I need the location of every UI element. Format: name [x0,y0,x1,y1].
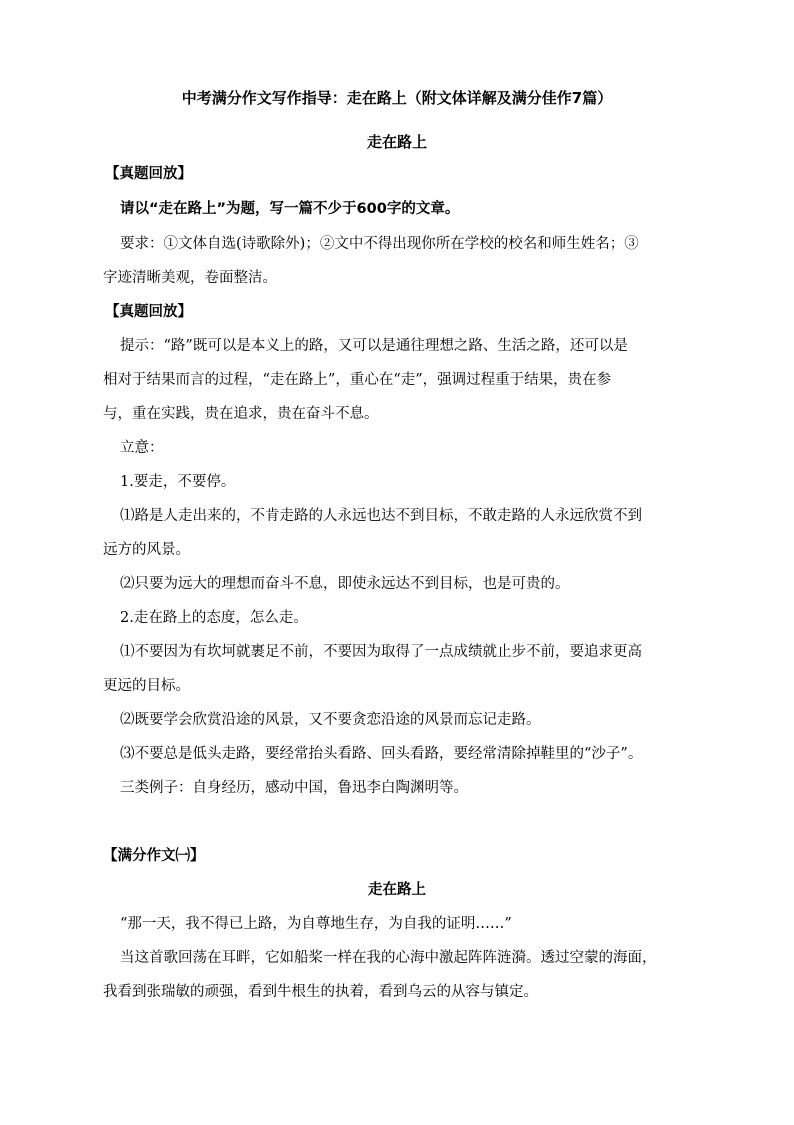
point-1: 1.要走，不要停。 [120,474,236,490]
point-2a-line-1: ⑴不要因为有坎坷就裹足不前，不要因为取得了一点成绩就止步不前，要追求更高 [120,644,642,660]
requirements-line-1: 要求：①文体自选(诗歌除外)；②文中不得出现你所在学校的校名和师生姓名；③ [120,236,639,252]
hint-line-3: 与，重在实践，贵在追求，贵在奋斗不息。 [103,406,379,422]
subtitle: 走在路上 [366,133,427,151]
point-1b: ⑵只要为远大的理想而奋斗不息，即使永远达不到目标，也是可贵的。 [120,576,570,592]
hint-line-2: 相对于结果而言的过程，“走在路上”，重心在“走”，强调过程重于结果，贵在参 [103,372,612,388]
point-2: 2.走在路上的态度，怎么走。 [120,610,308,626]
section-heading-hint: 【真题回放】 [105,304,192,320]
idea-heading: 立意： [120,440,164,456]
point-1a-line-2: 远方的风景。 [103,542,190,558]
examples-text: 三类例子：自身经历，感动中国，鲁迅李白陶渊明等。 [120,780,468,796]
essay-heading: 【满分作文㈠】 [103,848,205,864]
hint-line-1: 提示：“路”既可以是本义上的路，又可以是通往理想之路、生活之路，还可以是 [120,338,628,354]
essay-paragraph-1: “那一天，我不得已上路，为自尊地生存，为自我的证明……” [120,916,512,932]
main-title: 中考满分作文写作指导：走在路上（附文体详解及满分佳作7篇） [181,89,613,107]
requirements-line-2: 字迹清晰美观，卷面整洁。 [103,270,277,286]
point-2c: ⑶不要总是低头走路，要经常抬头看路、回头看路，要经常清除掉鞋里的“沙子”。 [120,746,643,762]
essay-paragraph-2-line-2: 我看到张瑞敏的顽强，看到牛根生的执着，看到乌云的从容与镇定。 [103,984,538,1000]
essay-paragraph-2-line-1: 当这首歌回荡在耳畔，它如船桨一样在我的心海中激起阵阵涟漪。透过空蒙的海面， [120,950,657,966]
section-heading-prompt: 【真题回放】 [105,166,192,182]
point-1a-line-1: ⑴路是人走出来的，不肯走路的人永远也达不到目标，不敢走路的人永远欣赏不到 [120,508,642,524]
point-2a-line-2: 更远的目标。 [103,678,190,694]
point-2b: ⑵既要学会欣赏沿途的风景，又不要贪恋沿途的风景而忘记走路。 [120,712,541,728]
essay-title: 走在路上 [368,882,426,898]
prompt-text: 请以“走在路上”为题，写一篇不少于600字的文章。 [120,201,460,217]
